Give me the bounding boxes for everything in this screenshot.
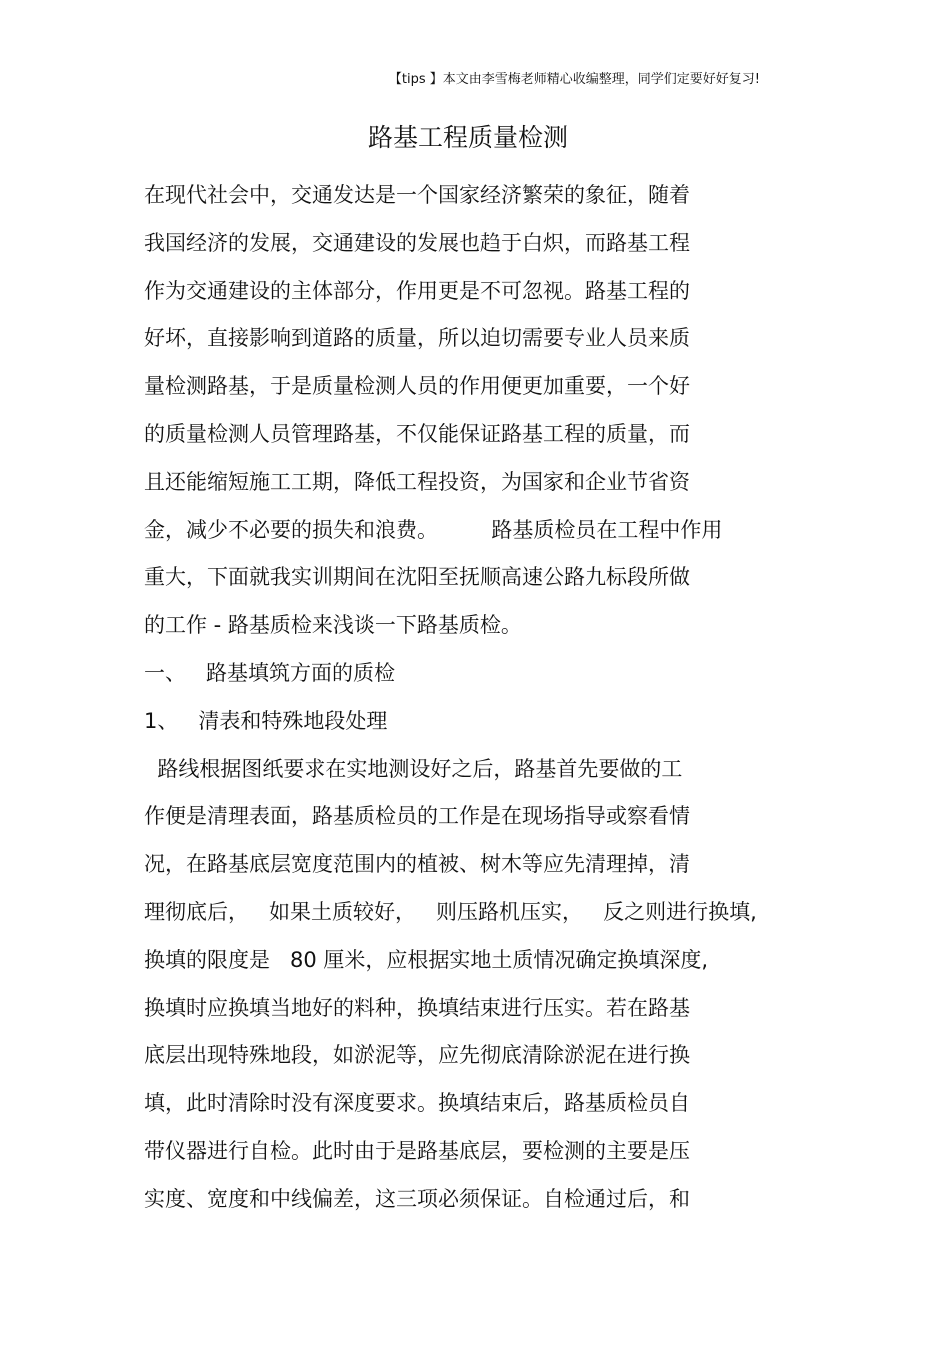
text-line: 作便是清理表面，路基质检员的工作是在现场指导或察看情 (144, 804, 690, 829)
text-line: 且还能缩短施工工期，降低工程投资，为国家和企业节省资 (144, 469, 690, 494)
page-title: 路基工程质量检测 (367, 123, 568, 152)
text-line: 带仪器进行自检。此时由于是路基底层，要检测的主要是压 (144, 1138, 690, 1163)
section-heading: 一、 路基填筑方面的质检 (144, 660, 396, 685)
text-line: 填，此时清除时没有深度要求。换填结束后，路基质检员自 (144, 1091, 690, 1116)
body-text (144, 172, 824, 1224)
text-line: 金，减少不必要的损失和浪费。 路基质检员在工程中作用 (144, 517, 723, 542)
text-line: 的工作 - 路基质检来浅谈一下路基质检。 (144, 613, 522, 638)
subsection-heading: 1、 清表和特殊地段处理 (144, 708, 388, 733)
text-line: 好坏，直接影响到道路的质量，所以迫切需要专业人员来质 (144, 326, 690, 351)
text-line: 理彻底后， 如果土质较好， 则压路机压实， 反之则进行换填, (144, 899, 757, 924)
text-line: 换填的限度是 80 厘米，应根据实地土质情况确定换填深度, (144, 947, 709, 972)
text-line: 换填时应换填当地好的料种，换填结束进行压实。若在路基 (144, 995, 690, 1020)
text-line: 我国经济的发展，交通建设的发展也趋于白炽，而路基工程 (144, 230, 690, 255)
text-line: 的质量检测人员管理路基，不仅能保证路基工程的质量，而 (144, 421, 690, 446)
text-line: 路线根据图纸要求在实地测设好之后，路基首先要做的工 (144, 756, 683, 781)
text-line: 作为交通建设的主体部分，作用更是不可忽视。路基工程的 (144, 278, 690, 303)
text-line: 底层出现特殊地段，如淤泥等，应先彻底清除淤泥在进行换 (144, 1043, 690, 1068)
text-line: 量检测路基，于是质量检测人员的作用便更加重要，一个好 (144, 374, 690, 399)
text-line: 在现代社会中，交通发达是一个国家经济繁荣的象征，随着 (144, 183, 690, 207)
text-line: 实度、宽度和中线偏差，这三项必须保证。自检通过后，和 (144, 1186, 690, 1211)
text-line: 况，在路基底层宽度范围内的植被、树木等应先清理掉，清 (144, 852, 690, 877)
text-line: 重大，下面就我实训期间在沈阳至抚顺高速公路九标段所做 (144, 565, 690, 590)
header-note: 【tips 】本文由李雪梅老师精心收编整理，同学们定要好好复习! (388, 72, 760, 87)
